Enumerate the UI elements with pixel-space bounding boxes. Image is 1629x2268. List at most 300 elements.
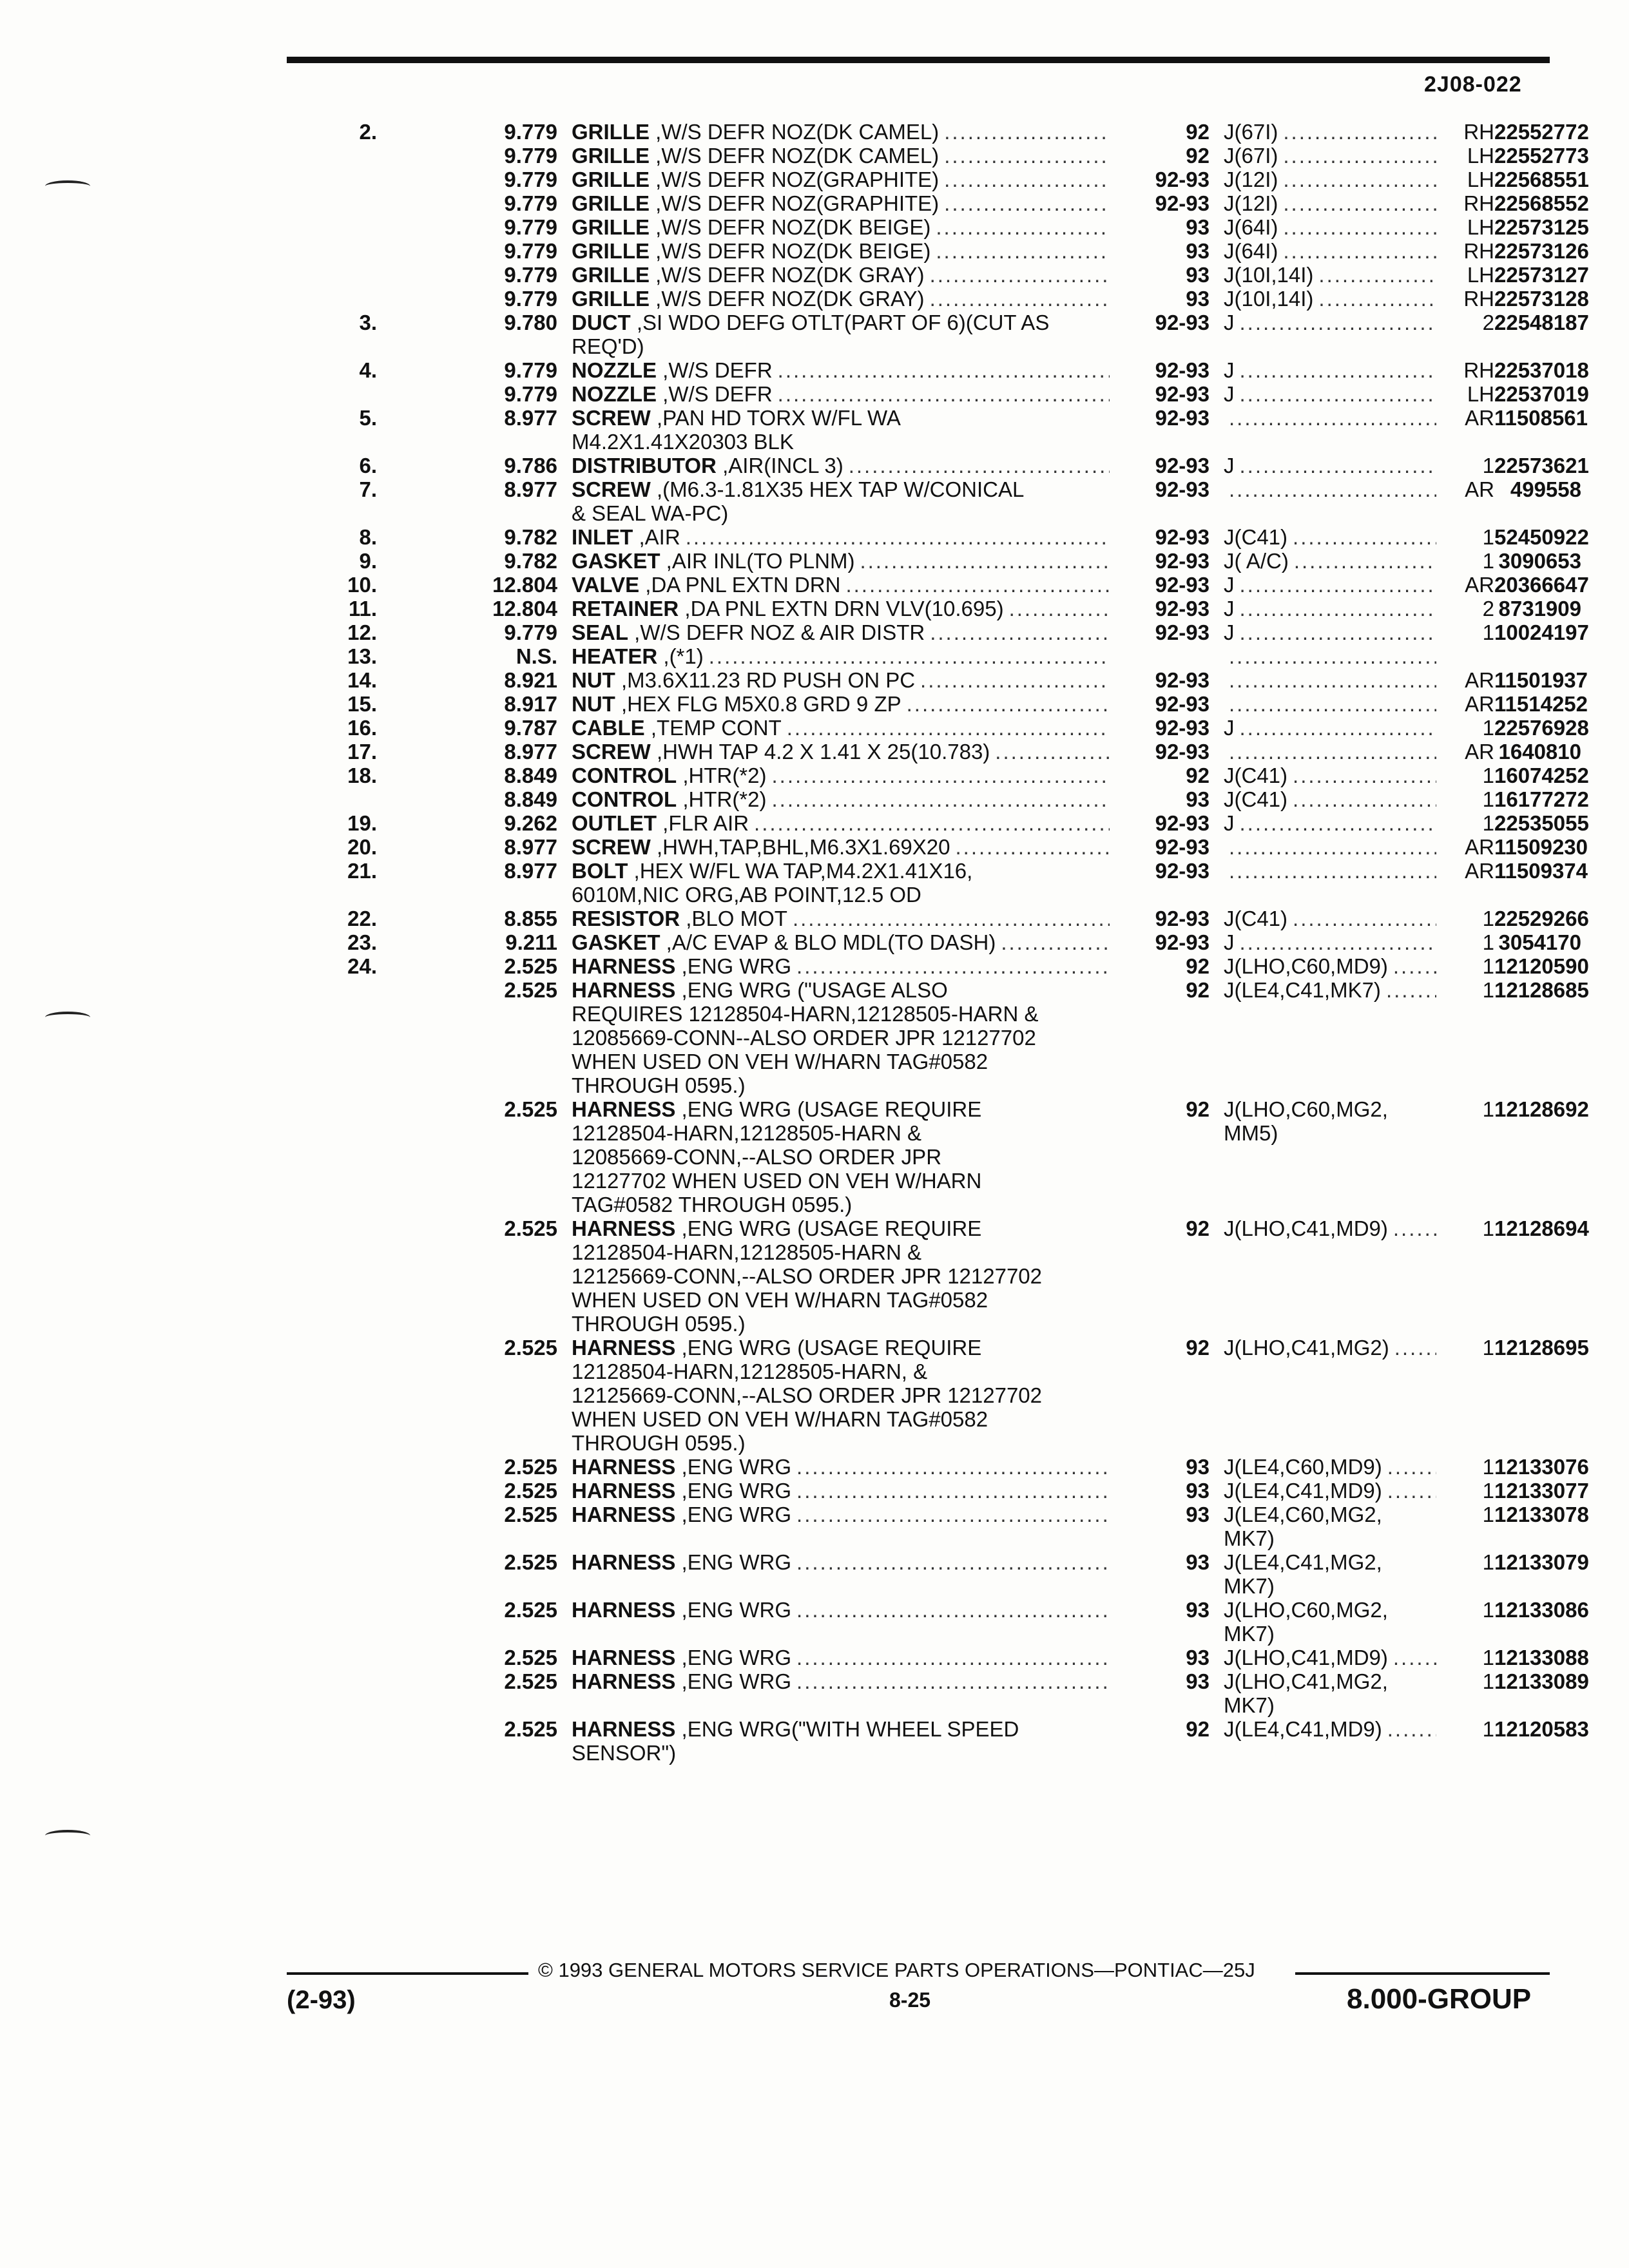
part-number: 12133088	[1494, 1646, 1589, 1669]
model-cell	[1210, 1741, 1436, 1765]
parts-row	[303, 382, 1581, 406]
model-cell	[1210, 1145, 1436, 1169]
quantity	[1436, 1383, 1494, 1407]
dot-leader	[791, 1646, 1110, 1669]
model-wrap	[1224, 620, 1436, 644]
group-number: 8.977	[504, 859, 557, 883]
dot-leader	[767, 787, 1110, 811]
continuation-row	[303, 1574, 1581, 1598]
part-name: GRILLE	[572, 191, 650, 215]
model-year	[1110, 501, 1210, 525]
model-usage: J(LE4,C41,MD9)	[1224, 1717, 1382, 1741]
part-number	[1494, 644, 1581, 668]
model-year: 92-93	[1155, 668, 1210, 692]
model-wrap	[1224, 1503, 1436, 1526]
model-usage: J(LHO,C60,MD9)	[1224, 954, 1388, 978]
description-cell	[557, 1741, 1110, 1765]
part-number: 20366647	[1494, 573, 1589, 597]
parts-row	[303, 907, 1581, 930]
continuation-row	[303, 334, 1581, 358]
part-number: 22535055	[1494, 811, 1589, 835]
model-cell	[1210, 1360, 1436, 1383]
description-text	[572, 525, 680, 549]
continuation-row	[303, 1312, 1581, 1336]
model-usage: MK7)	[1224, 1693, 1275, 1717]
description-cell	[557, 1097, 1110, 1121]
part-name: HARNESS	[572, 954, 676, 978]
description-cell	[557, 573, 1110, 597]
dot-leader	[1235, 454, 1437, 477]
dot-leader	[925, 263, 1110, 287]
model-wrap	[1224, 1646, 1436, 1669]
description-wrap	[572, 1431, 1110, 1455]
description-text	[572, 883, 921, 907]
description-wrap	[572, 573, 1110, 597]
part-detail: ,HWH TAP 4.2 X 1.41 X 25(10.783)	[650, 740, 990, 764]
part-number	[1494, 1026, 1581, 1050]
part-number	[1494, 1288, 1581, 1312]
part-number: 3090653	[1498, 549, 1581, 573]
item-number: 18.	[347, 764, 377, 787]
model-year: 92-93	[1155, 716, 1210, 740]
item-number	[303, 1693, 377, 1717]
model-cell	[1210, 1169, 1436, 1193]
parts-row	[303, 597, 1581, 620]
part-number	[1494, 334, 1581, 358]
description-cell	[557, 1646, 1110, 1669]
description-wrap	[572, 1336, 1110, 1360]
item-number	[303, 1622, 377, 1646]
part-detail: ,W/S DEFR	[656, 358, 773, 382]
model-year	[1110, 1526, 1210, 1550]
item-number: 2.	[359, 120, 377, 144]
item-number	[303, 1264, 377, 1288]
model-cell	[1210, 1336, 1436, 1360]
item-number: 17.	[347, 740, 377, 764]
description-wrap	[572, 644, 1110, 668]
description-wrap	[572, 907, 1110, 930]
description-text	[572, 1264, 1042, 1288]
part-number: 11508561	[1494, 406, 1588, 430]
part-detail: ,ENG WRG	[675, 1503, 792, 1526]
description-cell	[557, 692, 1110, 716]
model-usage: J(67I)	[1224, 120, 1278, 144]
parts-row	[303, 859, 1581, 883]
margin-mark	[45, 180, 90, 192]
description-text	[572, 334, 644, 358]
part-name: SEAL	[572, 620, 629, 644]
part-number: 10024197	[1494, 620, 1589, 644]
part-detail: ,BLO MOT	[680, 907, 787, 930]
description-text	[572, 430, 794, 454]
dot-leader	[791, 1479, 1110, 1503]
model-usage: J(LE4,C41,MD9)	[1224, 1479, 1382, 1503]
model-year: 92	[1186, 978, 1210, 1002]
item-number	[303, 1383, 377, 1407]
parts-table-body	[303, 120, 1589, 1765]
parts-row	[303, 1479, 1581, 1503]
dot-leader	[1382, 1479, 1436, 1503]
description-text	[572, 1669, 791, 1693]
quantity: 1	[1482, 549, 1494, 573]
item-number	[303, 1407, 377, 1431]
model-wrap	[1224, 215, 1436, 239]
model-usage: J(LHO,C41,MG2,	[1224, 1669, 1388, 1693]
model-usage: J	[1224, 930, 1235, 954]
model-cell	[1210, 334, 1436, 358]
model-cell	[1210, 358, 1436, 382]
quantity: 1	[1482, 1550, 1494, 1574]
dot-leader	[1224, 859, 1436, 883]
description-wrap	[572, 168, 1110, 191]
model-cell	[1210, 811, 1436, 835]
description-wrap	[572, 263, 1110, 287]
continuation-row	[303, 1169, 1581, 1193]
part-number	[1494, 1169, 1581, 1193]
model-year: 92-93	[1155, 597, 1210, 620]
quantity: 1	[1482, 716, 1494, 740]
document-id: 2J08-022	[1424, 72, 1522, 97]
description-text	[572, 907, 787, 930]
model-usage: J(10I,14I)	[1224, 287, 1314, 311]
parts-row	[303, 168, 1581, 191]
continuation-row	[303, 1026, 1581, 1050]
group-number: 12.804	[492, 597, 557, 620]
dot-leader	[925, 287, 1110, 311]
model-usage: J(C41)	[1224, 907, 1288, 930]
group-number: 2.525	[504, 1216, 557, 1240]
model-wrap	[1224, 1622, 1436, 1646]
model-cell	[1210, 1503, 1436, 1526]
description-cell	[557, 930, 1110, 954]
model-usage: J	[1224, 573, 1235, 597]
dot-leader	[791, 954, 1110, 978]
description-cell	[557, 978, 1110, 1002]
group-number: 8.849	[504, 764, 557, 787]
model-cell	[1210, 1121, 1436, 1145]
group-number: 9.211	[505, 930, 557, 954]
continuation-row	[303, 1121, 1581, 1145]
model-usage: J(LE4,C60,MG2,	[1224, 1503, 1382, 1526]
model-year: 92-93	[1155, 311, 1210, 334]
description-wrap	[572, 525, 1110, 549]
quantity: 1	[1482, 787, 1494, 811]
model-year: 92	[1186, 120, 1210, 144]
description-cell	[557, 716, 1110, 740]
description-wrap	[572, 835, 1110, 859]
model-year: 92-93	[1155, 620, 1210, 644]
model-cell	[1210, 311, 1436, 334]
item-number	[303, 1193, 377, 1216]
part-number: 12128685	[1494, 978, 1589, 1002]
part-number: 22576928	[1494, 716, 1589, 740]
part-number: 11501937	[1494, 668, 1588, 692]
description-cell	[557, 597, 1110, 620]
group-number	[377, 1574, 557, 1598]
dot-leader	[1388, 1646, 1436, 1669]
part-name: GRILLE	[572, 287, 650, 311]
quantity	[1436, 430, 1494, 454]
model-cell	[1210, 1407, 1436, 1431]
description-text	[572, 1383, 1042, 1407]
dot-leader	[1224, 668, 1436, 692]
part-number: 1640810	[1498, 740, 1581, 764]
item-number	[303, 1240, 377, 1264]
item-number	[303, 1741, 377, 1765]
quantity: 1	[1482, 1717, 1494, 1741]
model-year: 93	[1186, 263, 1210, 287]
model-year: 93	[1186, 1503, 1210, 1526]
description-wrap	[572, 668, 1110, 692]
description-cell	[557, 1598, 1110, 1622]
quantity: AR	[1465, 692, 1494, 716]
dot-leader	[1278, 120, 1436, 144]
quantity	[1436, 1050, 1494, 1073]
description-wrap	[572, 1097, 1110, 1121]
group-number: 9.779	[504, 215, 557, 239]
model-cell	[1210, 1669, 1436, 1693]
part-detail: 12085669-CONN,--ALSO ORDER JPR	[572, 1145, 942, 1169]
dot-leader	[1224, 406, 1436, 430]
quantity: LH	[1467, 215, 1494, 239]
quantity	[1436, 1360, 1494, 1383]
description-text	[572, 1479, 791, 1503]
part-detail: REQ'D)	[572, 334, 644, 358]
description-text	[572, 1336, 981, 1360]
quantity: LH	[1467, 263, 1494, 287]
quantity: 1	[1482, 1479, 1494, 1503]
model-cell	[1210, 1383, 1436, 1407]
model-year: 92-93	[1155, 692, 1210, 716]
continuation-row	[303, 1741, 1581, 1765]
description-text	[572, 1002, 1039, 1026]
model-year	[1110, 1050, 1210, 1073]
dot-leader	[791, 1455, 1110, 1479]
description-wrap	[572, 1145, 1110, 1169]
model-wrap	[1224, 978, 1436, 1002]
model-wrap	[1224, 477, 1436, 501]
description-cell	[557, 764, 1110, 787]
dot-leader	[791, 1669, 1110, 1693]
group-label: 8.000-GROUP	[1347, 1983, 1532, 2015]
part-number: 16074252	[1494, 764, 1589, 787]
group-number: 9.779	[504, 120, 557, 144]
continuation-row	[303, 1407, 1581, 1431]
model-usage: J( A/C)	[1224, 549, 1289, 573]
item-number: 20.	[347, 835, 377, 859]
model-wrap	[1224, 1669, 1436, 1693]
model-usage: J(64I)	[1224, 239, 1278, 263]
part-name: RESISTOR	[572, 907, 680, 930]
model-year: 92-93	[1155, 191, 1210, 215]
description-wrap	[572, 1717, 1110, 1741]
description-cell	[557, 454, 1110, 477]
description-text	[572, 787, 767, 811]
model-year	[1110, 1121, 1210, 1145]
item-number	[303, 1526, 377, 1550]
part-detail: ,(M6.3-1.81X35 HEX TAP W/CONICAL	[650, 477, 1025, 501]
description-text	[572, 1503, 791, 1526]
description-wrap	[572, 287, 1110, 311]
quantity: RH	[1463, 120, 1494, 144]
item-number	[303, 1169, 377, 1193]
description-cell	[557, 1407, 1110, 1431]
model-cell	[1210, 835, 1436, 859]
part-detail: ,A/C EVAP & BLO MDL(TO DASH)	[660, 930, 996, 954]
quantity: 1	[1482, 811, 1494, 835]
group-number: 9.779	[504, 287, 557, 311]
part-detail: ,DA PNL EXTN DRN VLV(10.695)	[679, 597, 1004, 620]
part-detail: ,ENG WRG	[675, 1479, 792, 1503]
model-cell	[1210, 883, 1436, 907]
part-number	[1494, 1741, 1581, 1765]
parts-row	[303, 287, 1581, 311]
item-number	[303, 1717, 377, 1741]
quantity	[1436, 1431, 1494, 1455]
group-number: 8.917	[504, 692, 557, 716]
group-number: 9.787	[504, 716, 557, 740]
quantity: AR	[1465, 406, 1494, 430]
quantity	[1436, 1741, 1494, 1765]
description-wrap	[572, 1169, 1110, 1193]
part-detail: 12128504-HARN,12128505-HARN &	[572, 1240, 921, 1264]
part-detail: ,AIR	[633, 525, 680, 549]
part-detail: 12125669-CONN,--ALSO ORDER JPR 12127702	[572, 1264, 1043, 1288]
model-wrap	[1224, 1216, 1436, 1240]
parts-row	[303, 978, 1581, 1002]
part-detail: THROUGH 0595.)	[572, 1073, 746, 1097]
dot-leader	[996, 930, 1110, 954]
part-name: SCREW	[572, 740, 651, 764]
description-text	[572, 1431, 746, 1455]
item-number	[303, 1026, 377, 1050]
group-number: 2.525	[504, 1669, 557, 1693]
description-wrap	[572, 430, 1110, 454]
description-wrap	[572, 1455, 1110, 1479]
item-number	[303, 1002, 377, 1026]
description-cell	[557, 883, 1110, 907]
dot-leader	[1287, 787, 1436, 811]
description-text	[572, 239, 930, 263]
model-cell	[1210, 501, 1436, 525]
description-cell	[557, 1360, 1110, 1383]
part-detail: 6010M,NIC ORG,AB POINT,12.5 OD	[572, 883, 921, 907]
model-year	[1110, 1407, 1210, 1431]
quantity	[1436, 501, 1494, 525]
part-detail: 12128504-HARN,12128505-HARN &	[572, 1121, 921, 1145]
quantity: RH	[1463, 287, 1494, 311]
description-wrap	[572, 811, 1110, 835]
description-wrap	[572, 1503, 1110, 1526]
model-usage: MK7)	[1224, 1622, 1275, 1646]
model-wrap	[1224, 1526, 1436, 1550]
model-year: 92-93	[1155, 477, 1210, 501]
description-text	[572, 144, 939, 168]
parts-row	[303, 1455, 1581, 1479]
item-number	[303, 430, 377, 454]
model-cell	[1210, 764, 1436, 787]
model-usage: J(64I)	[1224, 215, 1278, 239]
part-number	[1494, 1002, 1581, 1026]
description-cell	[557, 1622, 1110, 1646]
description-cell	[557, 382, 1110, 406]
part-name: HARNESS	[572, 1646, 676, 1669]
part-number: 22568551	[1494, 168, 1589, 191]
model-wrap	[1224, 382, 1436, 406]
part-number: 8731909	[1498, 597, 1581, 620]
item-number: 10.	[347, 573, 377, 597]
description-cell	[557, 1669, 1110, 1693]
part-name: HARNESS	[572, 978, 676, 1002]
model-cell	[1210, 1026, 1436, 1050]
description-cell	[557, 1026, 1110, 1050]
model-year	[1110, 1145, 1210, 1169]
group-number: 9.779	[504, 168, 557, 191]
model-usage: MK7)	[1224, 1526, 1275, 1550]
model-cell	[1210, 382, 1436, 406]
model-year	[1110, 1288, 1210, 1312]
part-number	[1494, 1073, 1581, 1097]
model-cell	[1210, 1550, 1436, 1574]
part-number	[1494, 430, 1581, 454]
description-text	[572, 549, 854, 573]
description-cell	[557, 358, 1110, 382]
dot-leader	[1235, 573, 1437, 597]
item-number	[303, 1097, 377, 1121]
description-text	[572, 382, 773, 406]
model-usage: J(LHO,C41,MD9)	[1224, 1646, 1388, 1669]
description-cell	[557, 1479, 1110, 1503]
quantity: RH	[1463, 358, 1494, 382]
quantity: 2	[1482, 597, 1494, 620]
part-detail: ,ENG WRG (USAGE REQUIRE	[675, 1097, 982, 1121]
model-usage: J	[1224, 620, 1235, 644]
model-year: 92	[1186, 1717, 1210, 1741]
quantity: RH	[1463, 239, 1494, 263]
dot-leader	[843, 454, 1110, 477]
model-year: 92	[1186, 1216, 1210, 1240]
model-wrap	[1224, 549, 1436, 573]
description-wrap	[572, 764, 1110, 787]
model-year: 92-93	[1155, 168, 1210, 191]
description-cell	[557, 1121, 1110, 1145]
part-name: GRILLE	[572, 263, 650, 287]
description-text	[572, 1026, 1036, 1050]
model-usage: J(C41)	[1224, 787, 1288, 811]
description-cell	[557, 501, 1110, 525]
description-wrap	[572, 406, 1110, 430]
dot-leader	[1004, 597, 1110, 620]
model-wrap	[1224, 597, 1436, 620]
part-number: 11509374	[1494, 859, 1588, 883]
model-wrap	[1224, 1097, 1436, 1121]
group-number: 2.525	[504, 1097, 557, 1121]
group-number: N.S.	[516, 644, 557, 668]
model-usage: J	[1224, 358, 1235, 382]
description-wrap	[572, 120, 1110, 144]
model-wrap	[1224, 1336, 1436, 1360]
parts-row	[303, 954, 1581, 978]
part-number: 12133089	[1494, 1669, 1589, 1693]
dot-leader	[1287, 907, 1436, 930]
model-cell	[1210, 978, 1436, 1002]
model-cell	[1210, 573, 1436, 597]
dot-leader	[1287, 764, 1436, 787]
model-cell	[1210, 215, 1436, 239]
part-number	[1494, 1360, 1581, 1383]
description-cell	[557, 1288, 1110, 1312]
description-cell	[557, 215, 1110, 239]
